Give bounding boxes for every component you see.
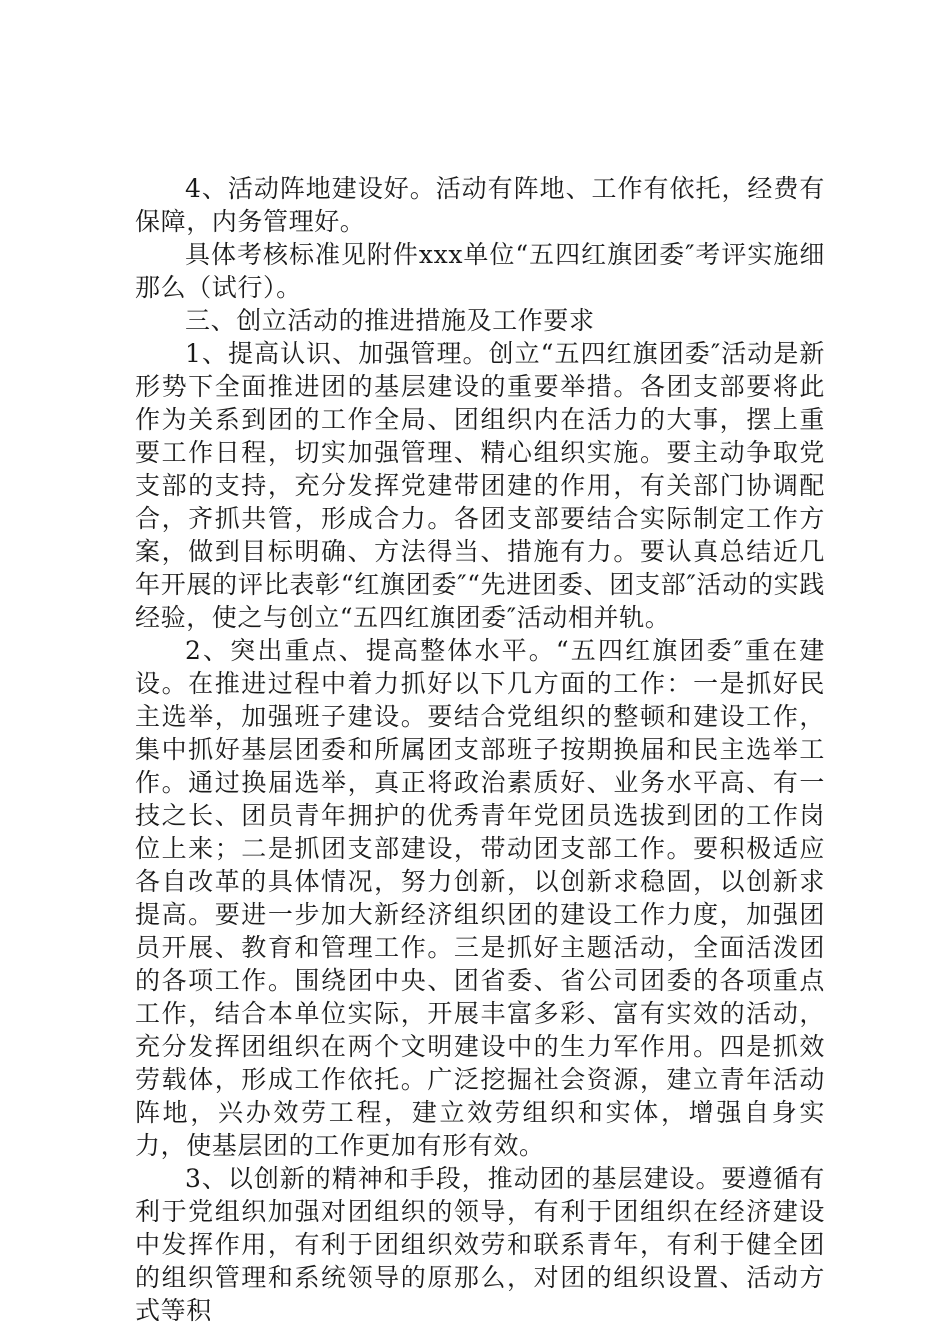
paragraph-item-2-focus: 2、突出重点、提高整体水平。“五四红旗团委″重在建设。在推进过程中着力抓好以下几方面的工作：一是抓好民主选举，加强班子建设。要结合党组织的整顿和建设工作，集中抓好基层团委和所属团支部班子按期换届和民主选举工作。通过换届选举，真正将政治素质好、业务水平高、有一技之长、团员青年拥护的优秀青年党团员选拔到团的工作岗位上来；二是抓团支部建设，带动团支部工作。要积极适应各自改革的具体情况，努力创新，以创新求稳固，以创新求提高。要进一步加大新经济组织团的建设工作力度，加强团员开展、教育和管理工作。三是抓好主题活动，全面活泼团的各项工作。围绕团中央、团省委、省公司团委的各项重点工作，结合本单位实际，开展丰富多彩、富有实效的活动，充分发挥团组织在两个文明建设中的生力军作用。四是抓效劳载体，形成工作依托。广泛挖掘社会资源，建立青年活动阵地，兴办效劳工程，建立效劳组织和实体，增强自身实力，使基层团的工作更加有形有效。 xyxy=(135,636,825,1160)
paragraph-item-3-innovation: 3、以创新的精神和手段，推动团的基层建设。要遵循有利于党组织加强对团组织的领导，有利于团组织在经济建设中发挥作用，有利于团组织效劳和联系青年，有利于健全团的组织管理和系统领导的原那么，对团的组织设置、活动方式等积 xyxy=(135,1164,825,1325)
paragraph-assessment-standard: 具体考核标准见附件xxx单位“五四红旗团委″考评实施细那么（试行）。 xyxy=(135,240,825,302)
document-body xyxy=(135,172,825,1327)
paragraph-item-4-activity-base: 4、活动阵地建设好。活动有阵地、工作有依托，经费有保障，内务管理好。 xyxy=(135,174,825,236)
paragraph-item-1-awareness: 1、提高认识、加强管理。创立“五四红旗团委″活动是新形势下全面推进团的基层建设的重要举措。各团支部要将此作为关系到团的工作全局、团组织内在活力的大事，摆上重要工作日程，切实加强管理、精心组织实施。要主动争取党支部的支持，充分发挥党建带团建的作用，有关部门协调配合，齐抓共管，形成合力。各团支部要结合实际制定工作方案，做到目标明确、方法得当、措施有力。要认真总结近几年开展的评比表彰“红旗团委″“先进团委、团支部″活动的实践经验，使之与创立“五四红旗团委″活动相并轨。 xyxy=(135,339,825,632)
section-heading-3: 三、创立活动的推进措施及工作要求 xyxy=(185,306,595,335)
